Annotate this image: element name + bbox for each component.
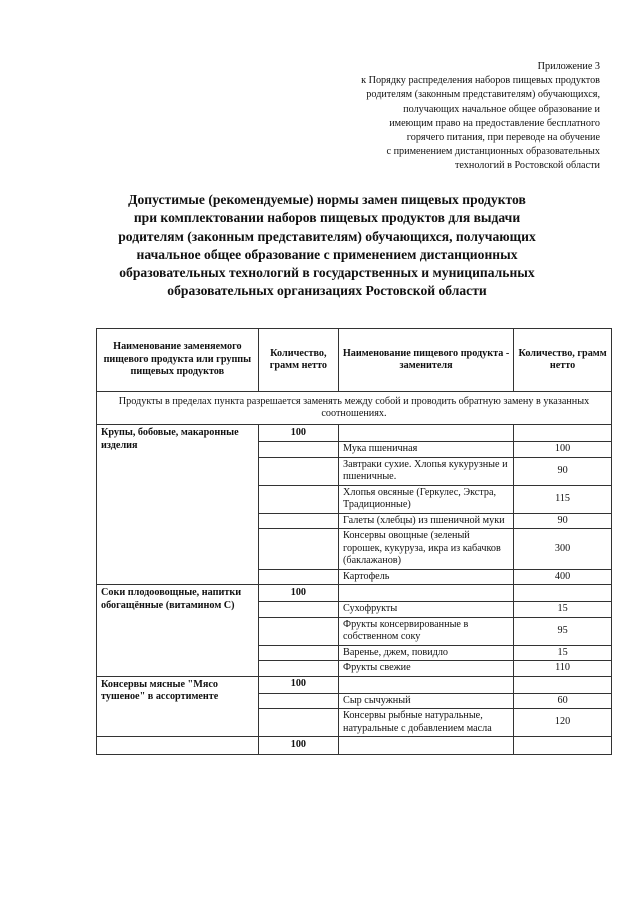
substitute-product-name: Консервы овощные (зеленый горошек, кукуруза, икра из кабачков (баклажанов) [339,529,514,570]
table-row [97,585,612,602]
annex-line: с применением дистанционных образовательных [386,146,600,158]
replaced-product-name: Консервы мясные "Мясо тушеное" в ассортименте [97,676,259,737]
substitute-product-quantity: 300 [514,529,612,570]
empty-cell [258,513,338,529]
empty-cell [258,693,338,709]
empty-cell [339,737,514,755]
substitute-product-quantity: 95 [514,617,612,645]
substitute-product-name: Галеты (хлебцы) из пшеничной муки [339,513,514,529]
empty-cell [258,457,338,485]
empty-cell [514,676,612,693]
table-header-row [97,329,612,392]
replaced-product-amount: 100 [258,676,338,693]
substitute-product-name: Фрукты консервированные в собственном соку [339,617,514,645]
empty-cell [258,617,338,645]
replaced-product-amount: 100 [258,585,338,602]
title-line: начальное общее образование с применением дистанционных [136,246,518,262]
substitute-product-quantity: 90 [514,457,612,485]
substitute-product-quantity: 15 [514,602,612,618]
table-row [97,737,612,755]
empty-cell [339,585,514,602]
header-substitute-quantity: Количество, грамм нетто [514,329,612,392]
replaced-product-amount: 100 [258,737,338,755]
note-row [97,392,612,425]
substitute-product-quantity: 90 [514,513,612,529]
replaced-product-amount: 100 [258,425,338,442]
substitute-product-name: Варенье, джем, повидло [339,645,514,661]
replaced-product-name: Крупы, бобовые, макаронные изделия [97,425,259,585]
empty-cell [258,569,338,585]
empty-cell [258,442,338,458]
header-replaced-product: Наименование заменяемого пищевого продукта или группы пищевых продуктов [97,329,259,392]
replaced-product-name [97,737,259,755]
substitution-table [96,328,612,755]
annex-line: получающих начальное общее образование и [403,103,600,115]
title-line: при комплектовании наборов пищевых продуктов для выдачи [133,210,521,226]
annex-line: горячего питания, при переводе на обучение [406,132,600,144]
substitute-product-name: Сухофрукты [339,602,514,618]
substitute-product-quantity: 120 [514,709,612,737]
annex-line: родителям (законным представителям) обучающихся, [366,89,600,101]
empty-cell [258,645,338,661]
title-line: родителям (законным представителям) обучающихся, получающих [118,228,536,244]
title-line: образовательных организациях Ростовской области [167,283,487,299]
substitute-product-name: Сыр сычужный [339,693,514,709]
empty-cell [339,676,514,693]
empty-cell [258,602,338,618]
annex-header [280,60,600,174]
table-row [97,425,612,442]
annex-line: технологий в Ростовской области [454,160,600,172]
substitute-product-name: Консервы рыбные натуральные, натуральные с добавлением масла [339,709,514,737]
empty-cell [339,425,514,442]
substitute-product-name: Мука пшеничная [339,442,514,458]
annex-line: к Порядку распределения наборов пищевых продуктов [361,75,600,87]
empty-cell [514,737,612,755]
empty-cell [258,709,338,737]
substitute-product-quantity: 110 [514,661,612,677]
header-quantity: Количество, грамм нетто [258,329,338,392]
table-row [97,676,612,693]
table-note: Продукты в пределах пункта разрешается заменять между собой и проводить обратную замену в указанных соотношениях. [97,392,612,425]
substitute-product-name: Фрукты свежие [339,661,514,677]
substitute-product-quantity: 400 [514,569,612,585]
empty-cell [514,425,612,442]
substitute-product-name: Картофель [339,569,514,585]
substitute-product-name: Хлопья овсяные (Геркулес, Экстра, Традиционные) [339,485,514,513]
substitute-product-quantity: 15 [514,645,612,661]
empty-cell [258,485,338,513]
header-substitute-product: Наименование пищевого продукта - заменителя [339,329,514,392]
empty-cell [514,585,612,602]
annex-line: Приложение 3 [537,61,600,72]
substitute-product-quantity: 100 [514,442,612,458]
annex-line: имеющим право на предоставление бесплатного [389,117,600,129]
document-title [96,191,558,301]
substitute-product-quantity: 60 [514,693,612,709]
empty-cell [258,529,338,570]
substitute-product-name: Завтраки сухие. Хлопья кукурузные и пшеничные. [339,457,514,485]
title-line: образовательных технологий в государственных и муниципальных [119,265,535,281]
replaced-product-name: Соки плодоовощные, напитки обогащённые (витамином С) [97,585,259,677]
empty-cell [258,661,338,677]
substitute-product-quantity: 115 [514,485,612,513]
title-line: Допустимые (рекомендуемые) нормы замен пищевых продуктов [128,192,526,207]
